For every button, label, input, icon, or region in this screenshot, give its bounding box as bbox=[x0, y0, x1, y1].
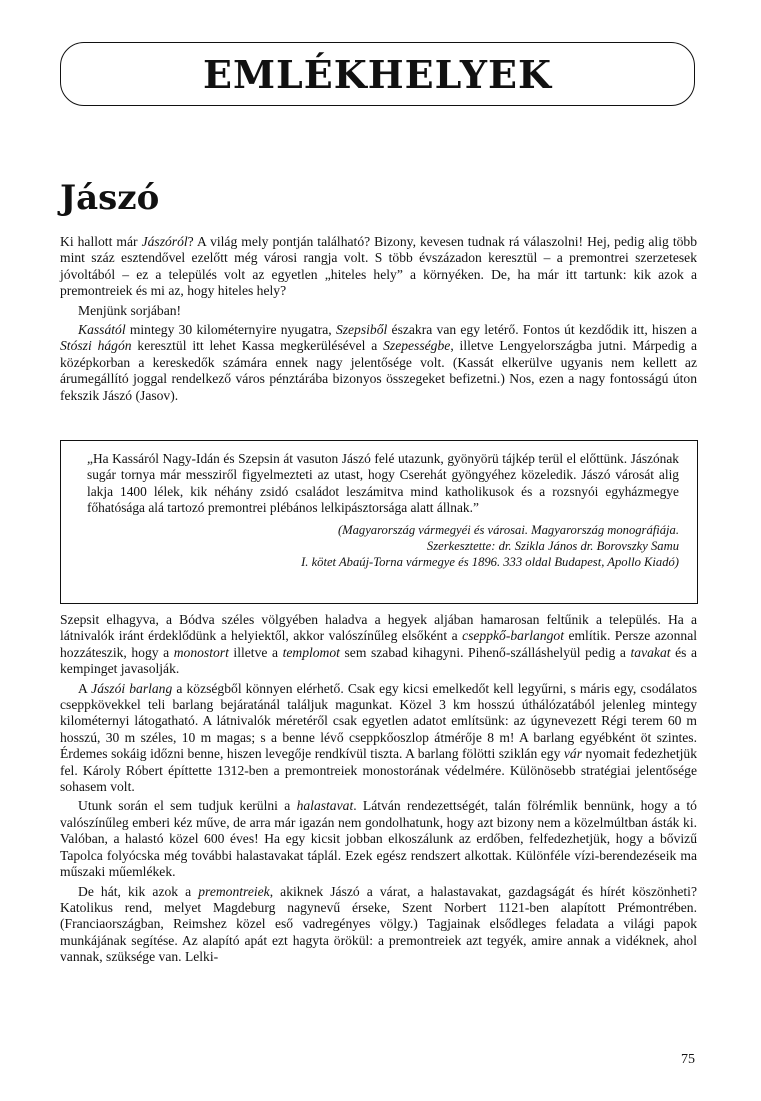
quote-text: „Ha Kassáról Nagy-Idán és Szepsin át vasuton Jászó felé utazunk, gyönyörü tájkép terül el előttünk. Jászónak sugár tornya már messziről figyelmezteti az utast, hogy Cserehát gyöngyéhez közeledik. Jászó városát alig lakja 1400 lélek, kik néhány zsidó családot leszámitva mind katholikusok és a rozsnyói egyházmegye főhatósága alá tartozó premontrei plébános lelkipásztorsága alatt állnak.” bbox=[87, 451, 679, 516]
quote-source-line: I. kötet Abaúj-Torna vármegye és 1896. 333 oldal Budapest, Apollo Kiadó) bbox=[301, 555, 679, 570]
page-number: 75 bbox=[681, 1052, 695, 1067]
paragraph: De hát, kik azok a premontreiek, akiknek Jászó a várat, a halastavakat, gazdagságát és hírét köszönheti? Katolikus rend, melyet Magdeburg nagynevű érseke, Szent Norbert 1121-ben alapított Prémontrében. (Franciaországban, Reimshez közel eső vadregényes völgy.) Tagjainak elsődleges feladata a világi papok munkájának segítése. Az alapító apát ezt hagyta örökül: a premontreiek azt tegyék, amire annak a vidéknek, ahol vannak, szüksége van. Lelki- bbox=[60, 883, 697, 965]
chapter-title: EMLÉKHELYEK bbox=[202, 51, 552, 97]
section-heading: Jászó bbox=[60, 178, 160, 218]
quote-box bbox=[60, 440, 698, 604]
paragraph: A Jászói barlang a községből könnyen elérhető. Csak egy kicsi emelkedőt kell legyűrni, s máris egy, csodálatos cseppkövekkel teli barlang bejáratánál találjuk magunkat. Közel 3 km hosszú úthálózatából jelenleg mintegy kilométernyi látogatható. A látnivalók méretéről csak egyetlen adatot említsünk: az úgynevezett Régi terem 60 m hosszú, 30 m széles, 10 m magas; s a benne lévő cseppkőoszlop átmérője 8 m! A barlang egyébként öt szintes. Érdemes sokáig időzni benne, hiszen levegője rendkívül tiszta. A barlang fölötti sziklán egy vár nyomait fedezhetjük fel. Károly Róbert építtette 1312-ben a premontreiek monostorának védelmére. Különösebb stratégiai jelentősége sohasem volt. bbox=[60, 680, 698, 795]
paragraph: Utunk során el sem tudjuk kerülni a halastavat. Látván rendezettségét, talán fölrémlik bennünk, hogy a tó valószínűleg emberi kéz műve, de arra már igazán nem gondolhatunk, hogy azt bizony nem a közelmúltban ásták ki. Valóban, a halastó közel 600 éves! Ha egy kicsit jobban elkoszálunk az erdőben, felfedezhetjük, hogy a bővizű Tapolca folyócska még további halastavakat táplál. Ezek egész rendszert alkottak. Különféle vízi-berendezéseik ma műszaki műemlékek. bbox=[60, 798, 697, 880]
paragraph: Szepsit elhagyva, a Bódva széles völgyében haladva a hegyek aljában hamarosan feltűnik a település. Ha a látnivalók iránt érdeklődünk a helyiektől, akkor valószínűleg elsőként a cseppkő-barlangot említik. Persze azonnal hozzáteszik, hogy a monostort illetve a templomot sem szabad kihagyni. Pihenő-szálláshelyül pedig a tavakat és a kempinget javasolják. bbox=[60, 612, 698, 677]
main-text bbox=[60, 612, 697, 969]
paragraph: Ki hallott már Jászóról? A világ mely pontján található? Bizony, kevesen tudnak rá válaszolni! Hej, pedig alig több mint száz esztendővel ezelőtt még városi rangja volt. S több évszázadon keresztül – a premontrei szerzetesek jóvoltából – ez a település volt az egyetlen „hiteles hely” a környéken. De, ha már itt tartunk: kik azok a premontreiek és mi az, hogy hiteles hely? bbox=[60, 234, 697, 299]
paragraph: Menjünk sorjában! bbox=[78, 302, 182, 318]
intro-text bbox=[60, 234, 697, 407]
paragraph: Kassától mintegy 30 kilométernyire nyugatra, Szepsiből északra van egy letérő. Fontos út kezdődik itt, hiszen a Stószi hágón keresztül itt lehet Kassa megkerülésével a Szepességbe, illetve Lengyelországba jutni. Márpedig a középkorban a kereskedők számára ennek nagy jelentősége volt. (Kassát elkerülve ugyanis nem kellett az árumegállító joggal rendelkező város pénztárába bizonyos összegeket befizetni.) Nos, ezen a nagy fontosságú úton fekszik Jászó (Jasov). bbox=[60, 322, 697, 403]
quote-source bbox=[87, 522, 679, 571]
quote-source-line: Szerkesztette: dr. Szikla János dr. Borovszky Samu bbox=[426, 539, 679, 554]
chapter-banner bbox=[60, 42, 695, 106]
quote-source-line: (Magyarország vármegyéi és városai. Magyarország monográfiája. bbox=[337, 522, 679, 537]
